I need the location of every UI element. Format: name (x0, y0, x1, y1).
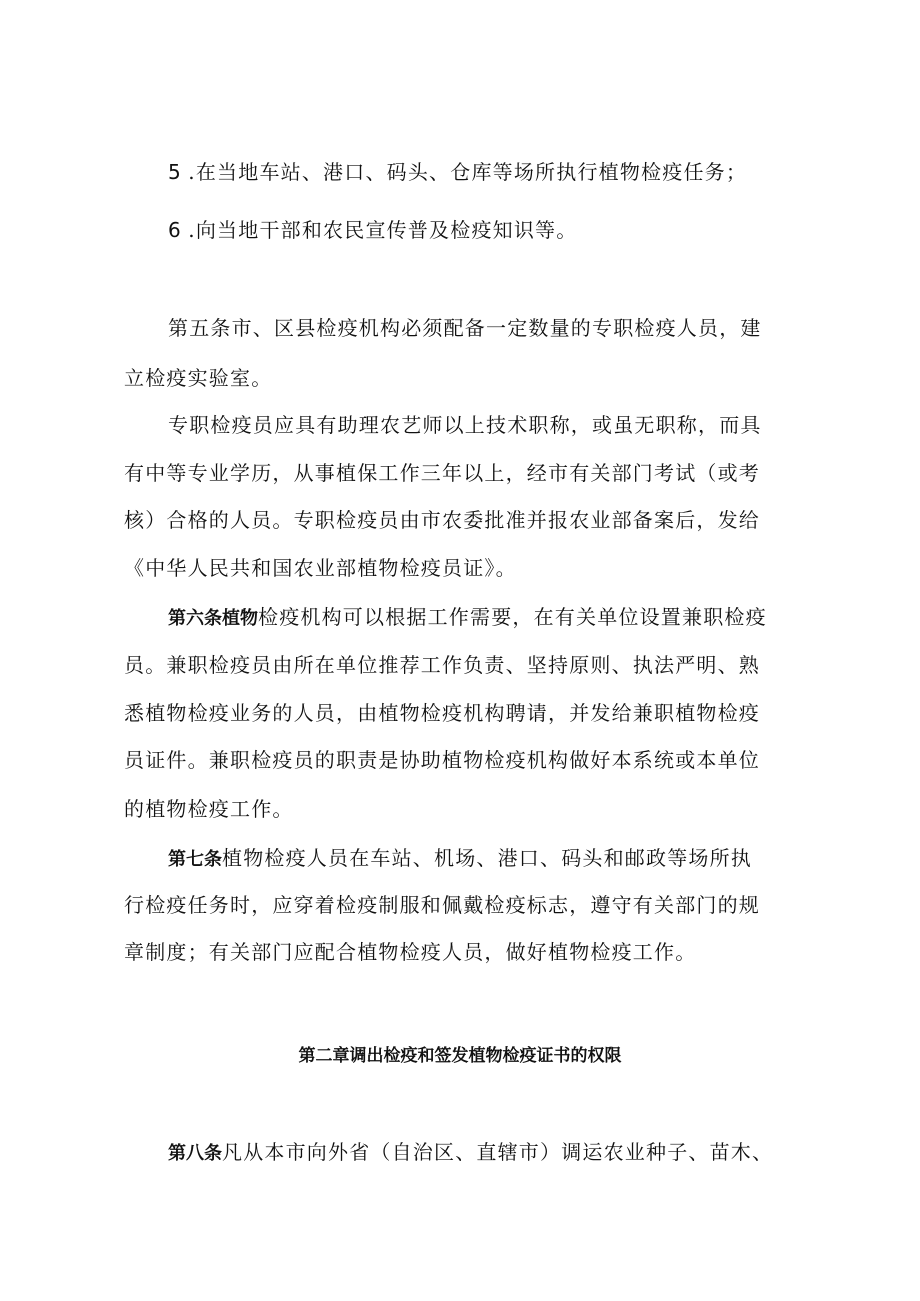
article-6-line-1 (168, 603, 868, 633)
article-6-line-3: 悉植物检疫业务的人员，由植物检疫机构聘请，并发给兼职植物检疫 (124, 701, 760, 725)
article-7-label: 第七条 (168, 849, 222, 870)
article-7-line-3: 章制度；有关部门应配合植物检疫人员，做好植物检疫工作。 (124, 940, 697, 964)
article-5-para2-line-3: 核）合格的人员。专职检疫员由市农委批准并报农业部备案后，发给 (124, 508, 760, 532)
article-6-line-2: 员。兼职检疫员由所在单位推荐工作负责、坚持原则、执法严明、熟 (124, 653, 760, 677)
article-8-line-1 (168, 1138, 868, 1168)
article-5-para2-line-4: 《中华人民共和国农业部植物检疫员证》。 (124, 556, 517, 580)
article-8-text: 凡从本市向外省（自治区、直辖市）调运农业种子、苗木、 (222, 1140, 774, 1164)
list-item-6 (168, 216, 868, 244)
article-7-line-1 (168, 844, 868, 874)
list-text: .在当地车站、港口、码头、仓库等场所执行植物检疫任务； (188, 160, 748, 184)
list-number: 5 (168, 160, 181, 184)
article-6-label: 第六条植物 (168, 608, 258, 629)
list-item-5 (168, 158, 868, 186)
article-6-line-4: 员证件。兼职检疫员的职责是协助植物检疫机构做好本系统或本单位 (124, 748, 760, 772)
article-5-para2-line-2: 有中等专业学历，从事植保工作三年以上，经市有关部门考试（或考 (124, 461, 760, 485)
list-number: 6 (168, 218, 181, 242)
article-5-line-2: 立检疫实验室。 (124, 366, 273, 390)
article-5-line-1: 第五条市、区县检疫机构必须配备一定数量的专职检疫人员，建 (168, 316, 762, 340)
article-6-text: 检疫机构可以根据工作需要，在有关单位设置兼职检疫 (258, 605, 767, 629)
list-text: .向当地干部和农民宣传普及检疫知识等。 (188, 218, 578, 242)
article-5-para2-line-1: 专职检疫员应具有助理农艺师以上技术职称，或虽无职称，而具 (168, 413, 762, 437)
article-8-label: 第八条 (168, 1143, 222, 1164)
article-6-line-5: 的植物检疫工作。 (124, 797, 294, 821)
chapter-2-heading: 第二章调出检疫和签发植物检疫证书的权限 (298, 1046, 622, 1066)
article-7-text: 植物检疫人员在车站、机场、港口、码头和邮政等场所执 (222, 846, 752, 870)
article-7-line-2: 行检疫任务时，应穿着检疫制服和佩戴检疫标志，遵守有关部门的规 (124, 893, 760, 917)
